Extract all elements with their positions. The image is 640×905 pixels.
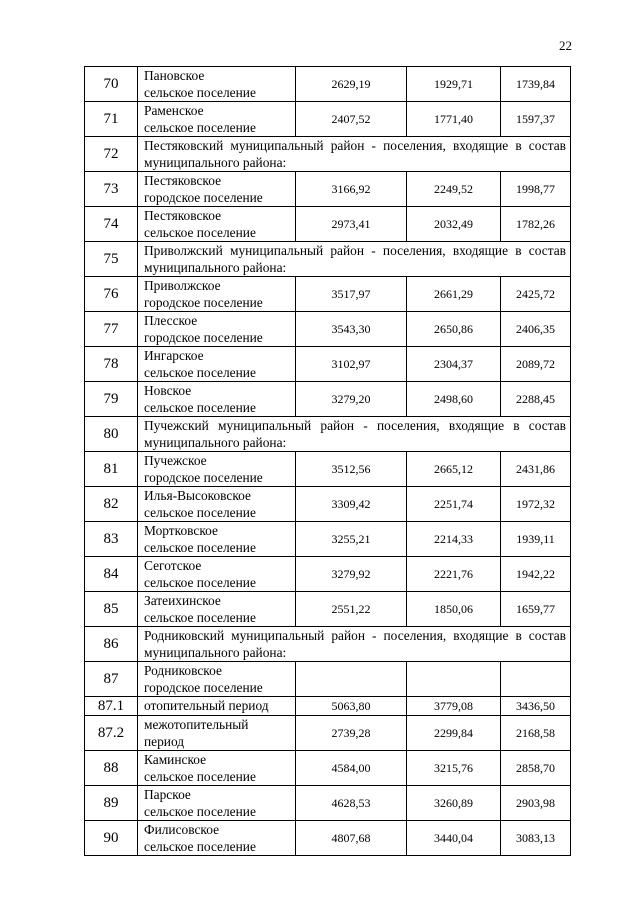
table-row — [85, 662, 571, 697]
value-v2: 2251,74 — [407, 487, 501, 522]
settlement-name — [138, 67, 296, 102]
settlement-name — [138, 347, 296, 382]
table-row — [85, 751, 571, 786]
row-number: 88 — [85, 751, 138, 786]
district-header: Пучежский муниципальный район - поселения, входящие в состав муниципального района: — [138, 417, 571, 452]
value-v2: 3260,89 — [407, 786, 501, 821]
settlement-name-line: сельское поселение — [144, 84, 256, 100]
settlement-name-line: Парское — [144, 787, 191, 802]
settlement-name-line: сельское поселение — [144, 504, 256, 520]
value-v3: 1659,77 — [501, 592, 571, 627]
table-section-row — [85, 137, 571, 172]
table-row — [85, 786, 571, 821]
value-v3: 2288,45 — [501, 382, 571, 417]
settlement-name-line: городское поселение — [144, 469, 263, 485]
row-number: 86 — [85, 627, 138, 662]
settlement-name-line: отопительный период — [144, 698, 269, 714]
value-v2: 2249,52 — [407, 172, 501, 207]
table-row — [85, 277, 571, 312]
value-v2: 2214,33 — [407, 522, 501, 557]
settlement-name — [138, 751, 296, 786]
settlement-name-line: сельское поселение — [144, 364, 256, 380]
value-v1: 3102,97 — [296, 347, 407, 382]
table-row — [85, 172, 571, 207]
value-v3 — [501, 662, 571, 697]
value-v3: 1972,32 — [501, 487, 571, 522]
settlement-name — [138, 207, 296, 242]
settlement-name-line: сельское поселение — [144, 574, 256, 590]
value-v1: 5063,80 — [296, 697, 407, 716]
value-v2: 2665,12 — [407, 452, 501, 487]
value-v3: 2425,72 — [501, 277, 571, 312]
settlement-name — [138, 522, 296, 557]
settlement-name-line: период — [144, 733, 185, 749]
table-row — [85, 102, 571, 137]
value-v2: 2498,60 — [407, 382, 501, 417]
settlement-name-line: Пучежское — [144, 453, 207, 468]
value-v3: 2431,86 — [501, 452, 571, 487]
settlement-name-line: сельское поселение — [144, 768, 256, 784]
table-row — [85, 67, 571, 102]
row-number: 90 — [85, 821, 138, 856]
table-row — [85, 382, 571, 417]
value-v2 — [407, 662, 501, 697]
settlement-name — [138, 277, 296, 312]
value-v2: 2650,86 — [407, 312, 501, 347]
row-number: 85 — [85, 592, 138, 627]
settlement-name-line: сельское поселение — [144, 803, 256, 819]
row-number: 79 — [85, 382, 138, 417]
value-v1: 2407,52 — [296, 102, 407, 137]
row-number: 82 — [85, 487, 138, 522]
value-v1: 3517,97 — [296, 277, 407, 312]
tariff-table — [84, 66, 571, 856]
value-v1: 2739,28 — [296, 716, 407, 751]
settlement-name-line: Сеготское — [144, 558, 202, 573]
settlement-name-line: городское поселение — [144, 679, 263, 695]
settlement-name-line: Пановское — [144, 68, 205, 83]
row-number: 76 — [85, 277, 138, 312]
settlement-name-line: городское поселение — [144, 329, 263, 345]
settlement-name — [138, 102, 296, 137]
settlement-name-line: сельское поселение — [144, 539, 256, 555]
value-v3: 3436,50 — [501, 697, 571, 716]
value-v1: 3309,42 — [296, 487, 407, 522]
value-v3: 1942,22 — [501, 557, 571, 592]
row-number: 89 — [85, 786, 138, 821]
table-section-row — [85, 242, 571, 277]
settlement-name — [138, 662, 296, 697]
row-number: 87.1 — [85, 697, 138, 716]
table-row — [85, 557, 571, 592]
row-number: 75 — [85, 242, 138, 277]
settlement-name — [138, 312, 296, 347]
value-v1: 3255,21 — [296, 522, 407, 557]
row-number: 77 — [85, 312, 138, 347]
value-v2: 2221,76 — [407, 557, 501, 592]
value-v1: 4628,53 — [296, 786, 407, 821]
table-section-row — [85, 627, 571, 662]
settlement-name-line: сельское поселение — [144, 224, 256, 240]
table-row — [85, 697, 571, 716]
settlement-name-line: городское поселение — [144, 294, 263, 310]
value-v3: 1998,77 — [501, 172, 571, 207]
row-number: 74 — [85, 207, 138, 242]
table-row — [85, 312, 571, 347]
value-v2: 3215,76 — [407, 751, 501, 786]
value-v2: 2032,49 — [407, 207, 501, 242]
value-v2: 2661,29 — [407, 277, 501, 312]
settlement-name-line: Раменское — [144, 103, 204, 118]
settlement-name-line: Ингарское — [144, 348, 204, 363]
value-v2: 2304,37 — [407, 347, 501, 382]
settlement-name — [138, 821, 296, 856]
settlement-name-line: городское поселение — [144, 189, 263, 205]
district-header: Родниковский муниципальный район - поселения, входящие в состав муниципального района: — [138, 627, 571, 662]
row-number: 84 — [85, 557, 138, 592]
value-v3: 2089,72 — [501, 347, 571, 382]
value-v1: 3279,92 — [296, 557, 407, 592]
table-row — [85, 522, 571, 557]
settlement-name — [138, 716, 296, 751]
value-v1: 2973,41 — [296, 207, 407, 242]
value-v1: 3279,20 — [296, 382, 407, 417]
settlement-name-line: Приволжское — [144, 278, 221, 293]
value-v3: 2168,58 — [501, 716, 571, 751]
table-row — [85, 347, 571, 382]
table-section-row — [85, 417, 571, 452]
page-number: 22 — [559, 38, 572, 53]
row-number: 70 — [85, 67, 138, 102]
value-v2: 2299,84 — [407, 716, 501, 751]
value-v2: 3779,08 — [407, 697, 501, 716]
settlement-name — [138, 592, 296, 627]
settlement-name — [138, 786, 296, 821]
row-number: 87 — [85, 662, 138, 697]
value-v1: 4584,00 — [296, 751, 407, 786]
value-v1: 3512,56 — [296, 452, 407, 487]
settlement-name-line: межотопительный — [144, 717, 249, 732]
settlement-name-line: Плесское — [144, 313, 198, 328]
district-header: Приволжский муниципальный район - поселения, входящие в состав муниципального района: — [138, 242, 571, 277]
value-v3: 2406,35 — [501, 312, 571, 347]
settlement-name — [138, 697, 296, 716]
settlement-name-line: Пестяковское — [144, 173, 222, 188]
value-v1 — [296, 662, 407, 697]
settlement-name-line: Родниковское — [144, 663, 222, 678]
settlement-name-line: сельское поселение — [144, 119, 256, 135]
settlement-name-line: Илья-Высоковское — [144, 488, 251, 503]
value-v2: 1929,71 — [407, 67, 501, 102]
settlement-name-line: Мортковское — [144, 523, 218, 538]
table-row — [85, 716, 571, 751]
row-number: 78 — [85, 347, 138, 382]
row-number: 71 — [85, 102, 138, 137]
row-number: 73 — [85, 172, 138, 207]
value-v2: 1771,40 — [407, 102, 501, 137]
settlement-name — [138, 452, 296, 487]
value-v1: 3543,30 — [296, 312, 407, 347]
value-v3: 3083,13 — [501, 821, 571, 856]
value-v3: 1782,26 — [501, 207, 571, 242]
table-body — [85, 67, 571, 856]
settlement-name-line: сельское поселение — [144, 609, 256, 625]
value-v2: 3440,04 — [407, 821, 501, 856]
table-row — [85, 487, 571, 522]
table-row — [85, 821, 571, 856]
row-number: 80 — [85, 417, 138, 452]
settlement-name — [138, 172, 296, 207]
settlement-name-line: Затеихинское — [144, 593, 221, 608]
value-v2: 1850,06 — [407, 592, 501, 627]
district-header: Пестяковский муниципальный район - поселения, входящие в состав муниципального района: — [138, 137, 571, 172]
settlement-name-line: Каминское — [144, 752, 207, 767]
value-v1: 3166,92 — [296, 172, 407, 207]
settlement-name — [138, 557, 296, 592]
row-number: 81 — [85, 452, 138, 487]
row-number: 83 — [85, 522, 138, 557]
table-row — [85, 452, 571, 487]
value-v3: 2858,70 — [501, 751, 571, 786]
settlement-name-line: сельское поселение — [144, 838, 256, 854]
table-row — [85, 207, 571, 242]
settlement-name-line: Новское — [144, 383, 192, 398]
value-v3: 2903,98 — [501, 786, 571, 821]
settlement-name — [138, 487, 296, 522]
value-v3: 1739,84 — [501, 67, 571, 102]
value-v1: 2551,22 — [296, 592, 407, 627]
settlement-name-line: сельское поселение — [144, 399, 256, 415]
value-v3: 1597,37 — [501, 102, 571, 137]
settlement-name — [138, 382, 296, 417]
value-v3: 1939,11 — [501, 522, 571, 557]
settlement-name-line: Пестяковское — [144, 208, 222, 223]
value-v1: 4807,68 — [296, 821, 407, 856]
value-v1: 2629,19 — [296, 67, 407, 102]
row-number: 72 — [85, 137, 138, 172]
table-row — [85, 592, 571, 627]
settlement-name-line: Филисовское — [144, 822, 220, 837]
row-number: 87.2 — [85, 716, 138, 751]
